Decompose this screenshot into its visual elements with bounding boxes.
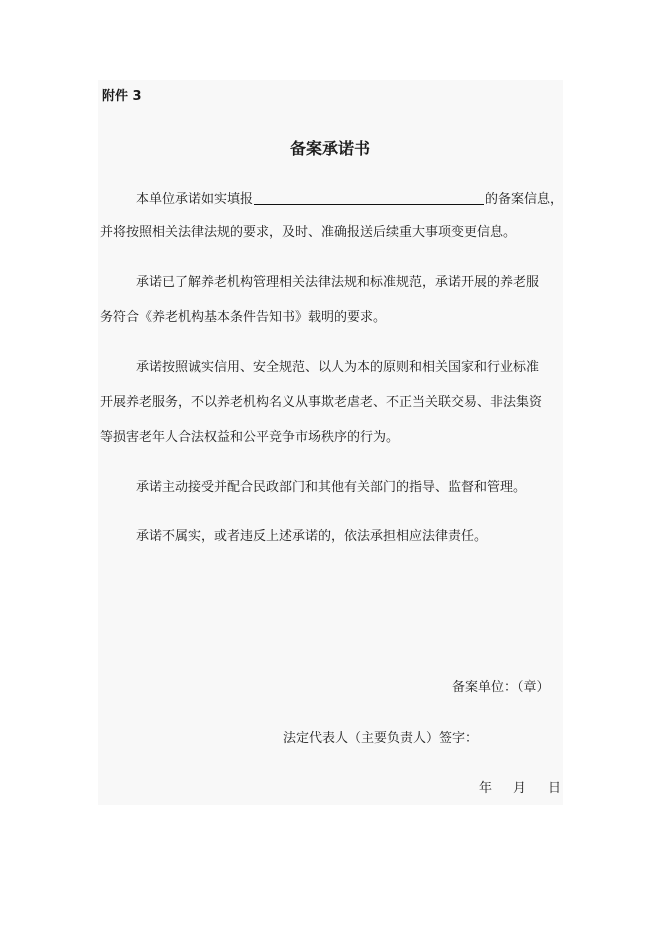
date-month: 月 [513, 781, 527, 796]
attachment-label: 附件 3 [102, 89, 142, 104]
filing-unit-seal: 备案单位：（章） [452, 680, 550, 695]
paragraph-3-line-2: 开展养老服务，不以养老机构名义从事欺老虐老、不正当关联交易、非法集资 [100, 395, 543, 410]
paragraph-4-line-1: 承诺主动接受并配合民政部门和其他有关部门的指导、监督和管理。 [136, 480, 527, 495]
paragraph-5-line-1: 承诺不属实，或者违反上述承诺的，依法承担相应法律责任。 [136, 529, 488, 544]
paragraph-3-line-1: 承诺按照诚实信用、安全规范、以人为本的原则和相关国家和行业标准 [136, 360, 540, 375]
date-day: 日 [548, 781, 562, 796]
paragraph-2-line-1: 承诺已了解养老机构管理相关法律法规和标准规范，承诺开展的养老服 [136, 275, 540, 290]
p1-after-blank: 的备案信息， [485, 192, 564, 207]
organization-name-blank[interactable] [254, 190, 484, 205]
document-title-text: 备案承诺书 [289, 139, 370, 158]
date-year: 年 [479, 781, 493, 796]
document-title [0, 139, 662, 159]
paragraph-2-line-2: 务符合《养老机构基本条件告知书》载明的要求。 [100, 310, 387, 325]
paragraph-3-line-3: 等损害老年人合法权益和公平竞争市场秩序的行为。 [100, 430, 400, 445]
legal-representative-signature: 法定代表人（主要负责人）签字： [283, 731, 479, 746]
p1-before-blank: 本单位承诺如实填报 [136, 192, 254, 207]
paragraph-1-line-2: 并将按照相关法律法规的要求，及时、准确报送后续重大事项变更信息。 [100, 225, 517, 240]
paragraph-1-line-1 [136, 190, 563, 208]
